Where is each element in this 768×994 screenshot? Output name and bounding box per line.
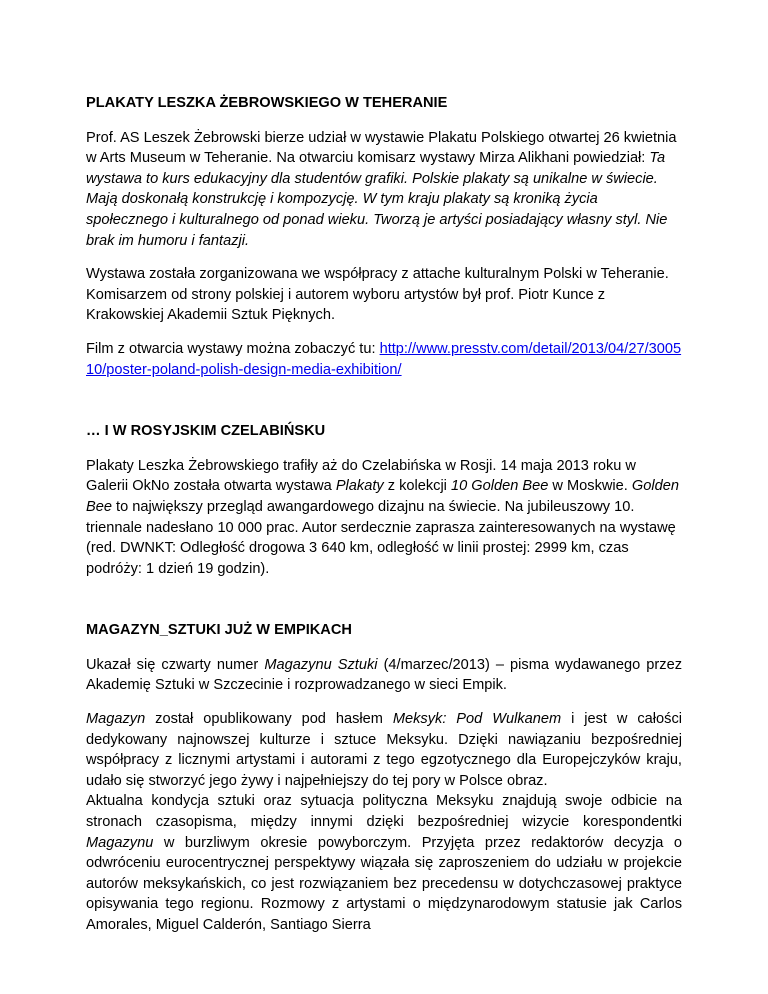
- text-plain: i jest w całości dedykowany najnowszej kulturze i sztuce Meksyku. Dzięki nawiązaniu bezpośredniej współpracy z licznymi artystami i autorami z tego egzotycznego dla Europejczyków kraju, udało się stworzyć jego żywy i najpełniejszy do tej pory w Polsce obraz.: [86, 711, 682, 789]
- text-italic: Plakaty: [335, 478, 384, 495]
- paragraph-teheran-organization: Wystawa została zorganizowana we współpracy z attache kulturalnym Polski w Teheranie. Komisarzem od strony polskiej i autorem wyboru artystów był prof. Piotr Kunce z Krakowskiej Akademii Sztuk Pięknych.: [86, 266, 669, 324]
- document-page: [86, 93, 682, 936]
- text-italic: Magazyn: [86, 711, 146, 728]
- paragraph-czelabinsk: [86, 456, 682, 580]
- paragraph-teheran-film: [86, 339, 682, 380]
- paragraph-magazyn-theme: [86, 709, 682, 791]
- text-italic: Golden Bee: [86, 478, 679, 515]
- paragraph-teheran-intro: [86, 128, 682, 252]
- text-plain: to największy przegląd awangardowego dizajnu na świecie. Na jubileuszowy 10. triennale nadesłano 10 000 prac. Autor serdecznie zaprasza zainteresowanych na wystawę (red. DWNKT: Odległość drogowa 3 640 km, odległość w linii prostej: 2999 km, czas podróży: 1 dzień 19 godzin).: [86, 498, 676, 577]
- text-plain: (4/marzec/2013) – pisma wydawanego przez Akademię Sztuki w Szczecinie i rozprowadzanego w sieci Empik.: [86, 656, 682, 694]
- section-heading-czelabinsk: … I W ROSYJSKIM CZELABIŃSKU: [86, 423, 326, 440]
- text-quote: Ta wystawa to kurs edukacyjny dla studentów grafiki. Polskie plakaty są unikalne w świecie. Mają doskonałą konstrukcję i kompozycję. W tym kraju plakaty są kroniką życia społecznego i kulturalnego od ponad wieku. Tworzą je artyści posiadający własny styl. Nie brak im humoru i fantazji.: [86, 150, 668, 249]
- text-plain: Film z otwarcia wystawy można zobaczyć tu:: [86, 340, 380, 357]
- film-link[interactable]: http://www.presstv.com/detail/2013/04/27/300510/poster-poland-polish-design-media-exhibition/: [86, 340, 682, 378]
- text-plain: Prof. AS Leszek Żebrowski bierze udział w wystawie Plakatu Polskiego otwartej 26 kwietnia w Arts Museum w Teheranie. Na otwarciu komisarz wystawy Mirza Alikhani powiedział:: [86, 129, 677, 167]
- text-plain: w burzliwym okresie powyborczym. Przyjęta przez redaktorów decyzja o odwróceniu eurocentrycznej perspektywy wiązała się zaproszeniem do udziału w projekcie autorów meksykańskich, co jest rozwiązaniem bez precedensu w dotychczasowej praktyce opisywania tego regionu. Rozmowy z artystami o międzynarodowym statusie jak Carlos Amorales, Miguel Calderón, Santiago Sierra: [86, 834, 682, 933]
- text-italic: Magazynu Sztuki: [264, 656, 378, 673]
- text-plain: Ukazał się czwarty numer: [86, 656, 265, 673]
- text-italic: Magazynu: [86, 834, 154, 851]
- paragraph-magazyn-issue: [86, 655, 682, 696]
- paragraph-magazyn-condition: [86, 791, 682, 935]
- text-plain: w Moskwie.: [548, 478, 632, 495]
- text-italic: Meksyk: Pod Wulkanem: [392, 711, 562, 728]
- section-heading-teheran: PLAKATY LESZKA ŻEBROWSKIEGO W TEHERANIE: [86, 95, 448, 111]
- section-heading-magazyn: MAGAZYN_SZTUKI JUŻ W EMPIKACH: [86, 622, 352, 639]
- text-plain: Aktualna kondycja sztuki oraz sytuacja polityczna Meksyku znajdują swoje odbicie na stronach czasopisma, między innymi dzięki bezpośredniej wizycie korespondentki: [86, 793, 682, 831]
- text-italic: 10 Golden Bee: [450, 478, 549, 495]
- text-plain: z kolekcji: [383, 478, 451, 495]
- text-plain: został opublikowany pod hasłem: [145, 711, 393, 728]
- text-plain: Plakaty Leszka Żebrowskiego trafiły aż do Czelabińska w Rosji. 14 maja 2013 roku w Galerii OkNo została otwarta wystawa: [86, 457, 636, 495]
